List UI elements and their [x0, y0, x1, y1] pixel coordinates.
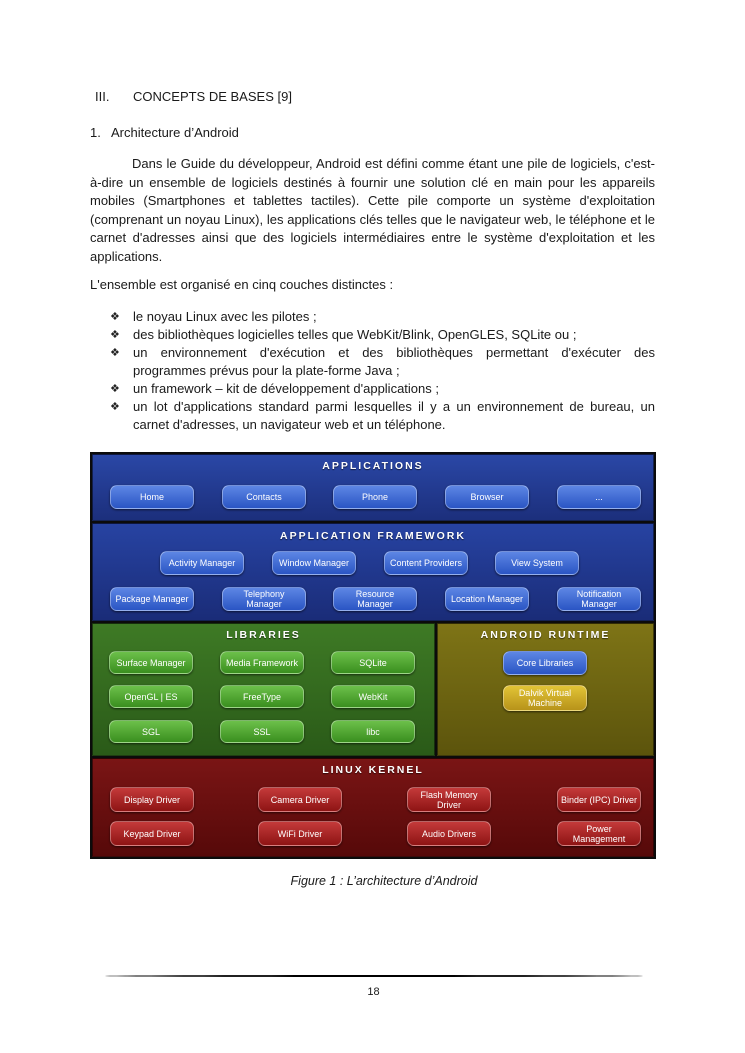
applications-layer [92, 454, 654, 521]
subsection-title: Architecture d’Android [111, 125, 239, 140]
flash-memory-driver-box: Flash Memory Driver [407, 787, 491, 812]
app-more-box: ... [557, 485, 641, 509]
surface-manager-box: Surface Manager [109, 651, 193, 674]
binder-ipc-driver-box: Binder (IPC) Driver [557, 787, 641, 812]
webkit-box: WebKit [331, 685, 415, 708]
applications-layer-title: APPLICATIONS [322, 460, 424, 472]
libc-box: libc [331, 720, 415, 743]
view-system-box: View System [495, 551, 579, 575]
core-libraries-box: Core Libraries [503, 651, 587, 675]
audio-drivers-box: Audio Drivers [407, 821, 491, 846]
app-browser-box: Browser [445, 485, 529, 509]
subsection-number: 1. [90, 125, 101, 140]
media-framework-box: Media Framework [220, 651, 304, 674]
diamond-bullet-icon: ❖ [110, 347, 120, 359]
footer-divider [105, 975, 643, 977]
android-architecture-diagram [90, 452, 656, 859]
sqlite-box: SQLite [331, 651, 415, 674]
location-manager-box: Location Manager [445, 587, 529, 611]
libraries-layer-title: LIBRARIES [226, 629, 301, 641]
app-home-box: Home [110, 485, 194, 509]
app-phone-box: Phone [333, 485, 417, 509]
sgl-box: SGL [109, 720, 193, 743]
section-title: CONCEPTS DE BASES [9] [133, 89, 292, 104]
lead-paragraph: L'ensemble est organisé en cinq couches distinctes : [90, 277, 394, 292]
diamond-bullet-icon: ❖ [110, 383, 120, 395]
section-number: III. [95, 89, 110, 104]
list-item: ❖ un environnement d'exécution et des bibliothèques permettant d'exécuter des programmes prévus pour la plate-forme Java ; [110, 345, 655, 378]
framework-layer-title: APPLICATION FRAMEWORK [280, 530, 466, 542]
section-heading [95, 89, 292, 104]
subsection-heading [90, 125, 239, 140]
layer-list [110, 308, 655, 434]
libraries-layer [92, 623, 435, 756]
list-item: ❖ un framework – kit de développement d'applications ; [110, 381, 439, 396]
android-runtime-layer [437, 623, 654, 756]
notification-manager-box: Notification Manager [557, 587, 641, 611]
application-framework-layer [92, 523, 654, 621]
list-item: ❖ un lot d'applications standard parmi lesquelles il y a un environnement de bureau, un carnet d'adresses, un navigateur web et un téléphone. [110, 399, 655, 432]
window-manager-box: Window Manager [272, 551, 356, 575]
diamond-bullet-icon: ❖ [110, 401, 120, 413]
wifi-driver-box: WiFi Driver [258, 821, 342, 846]
app-contacts-box: Contacts [222, 485, 306, 509]
camera-driver-box: Camera Driver [258, 787, 342, 812]
list-item: ❖ le noyau Linux avec les pilotes ; [110, 309, 317, 324]
resource-manager-box: Resource Manager [333, 587, 417, 611]
opengl-es-box: OpenGL | ES [109, 685, 193, 708]
kernel-layer-title: LINUX KERNEL [322, 764, 424, 776]
power-management-box: Power Management [557, 821, 641, 846]
diamond-bullet-icon: ❖ [110, 311, 120, 323]
figure-caption: Figure 1 : L’architecture d’Android [290, 874, 478, 888]
page-number: 18 [367, 986, 380, 998]
intro-paragraph: Dans le Guide du développeur, Android est défini comme étant une pile de logiciels, c'est-à-dire un ensemble de logiciels destinés à fournir une solution clé en main pour les appareils mobiles (Smartphones et tablettes tactiles). Cette pile comporte un système d'exploitation (comprenant un noyau Linux), les applications clés telles que le navigateur web, le téléphone et le carnet d'adresses ainsi que des logiciels intermédiaires entre le système d'exploitation et les applications. [90, 156, 655, 264]
display-driver-box: Display Driver [110, 787, 194, 812]
keypad-driver-box: Keypad Driver [110, 821, 194, 846]
content-providers-box: Content Providers [384, 551, 468, 575]
telephony-manager-box: Telephony Manager [222, 587, 306, 611]
list-item: ❖ des bibliothèques logicielles telles que WebKit/Blink, OpenGLES, SQLite ou ; [110, 327, 577, 342]
ssl-box: SSL [220, 720, 304, 743]
freetype-box: FreeType [220, 685, 304, 708]
runtime-layer-title: ANDROID RUNTIME [480, 629, 611, 641]
package-manager-box: Package Manager [110, 587, 194, 611]
dalvik-vm-box: Dalvik Virtual Machine [503, 685, 587, 711]
linux-kernel-layer [92, 758, 654, 857]
activity-manager-box: Activity Manager [160, 551, 244, 575]
diamond-bullet-icon: ❖ [110, 329, 120, 341]
